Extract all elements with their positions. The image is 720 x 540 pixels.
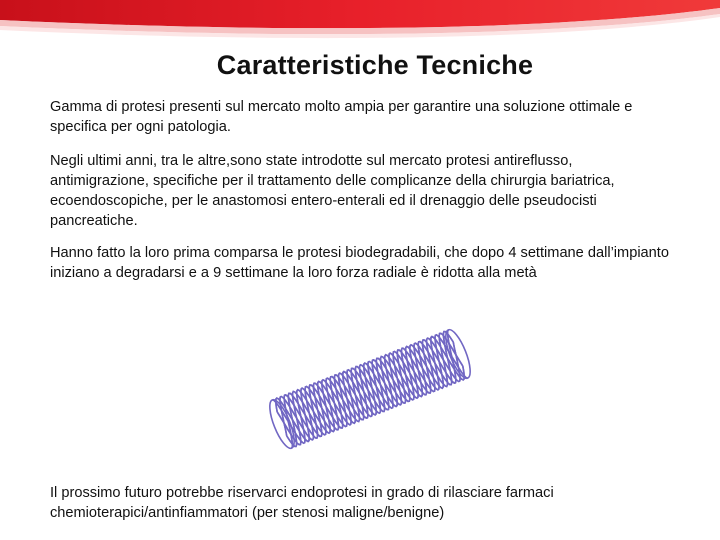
decorative-banner bbox=[0, 0, 720, 48]
slide-title: Caratteristiche Tecniche bbox=[216, 50, 534, 80]
stent-image bbox=[260, 312, 480, 462]
paragraph-future: Il prossimo futuro potrebbe riservarci endoprotesi in grado di rilasciare farmaci chemioterapici/antinfiammatori (per stenosi maligne/benigne) bbox=[50, 485, 554, 521]
paragraph-biodegradable: Hanno fatto la loro prima comparsa le protesi biodegradabili, che dopo 4 settimane dall’impianto iniziano a degradarsi e a 9 settimane la loro forza radiale è ridotta alla metà bbox=[50, 245, 669, 281]
paragraph-recent-types: Negli ultimi anni, tra le altre,sono state introdotte sul mercato protesi antireflusso, antimigrazione, specifiche per il trattamento delle complicanze della chirurgia bariatrica, ecoendoscopiche, per le anastomosi entero-enterali ed il drenaggio delle pseudocisti pancreatiche. bbox=[50, 153, 615, 229]
paragraph-range: Gamma di protesi presenti sul mercato molto ampia per garantire una soluzione ottimale e specifica per ogni patologia. bbox=[50, 99, 633, 135]
